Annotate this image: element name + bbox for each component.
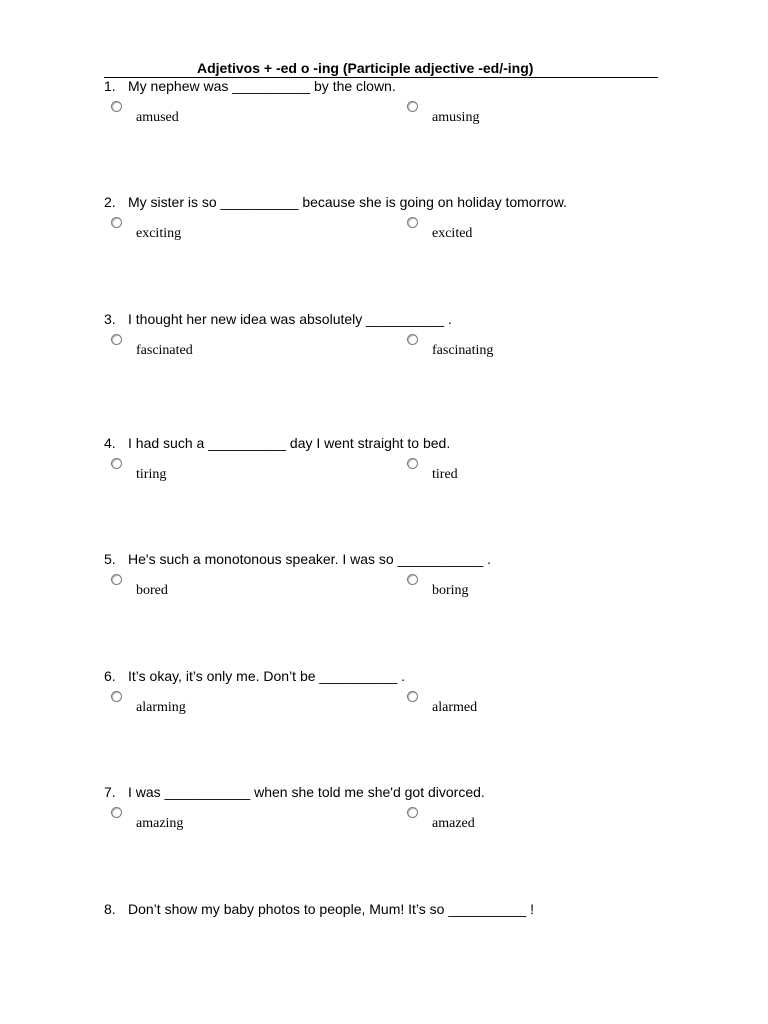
question-4 bbox=[104, 434, 704, 482]
worksheet-title: Adjetivos + -ed o -ing (Participle adjective -ed/-ing) bbox=[197, 60, 534, 76]
option-tired[interactable] bbox=[407, 458, 607, 488]
option-amazed[interactable] bbox=[407, 807, 607, 837]
option-label: fascinated bbox=[136, 343, 193, 358]
radio-button[interactable] bbox=[407, 574, 418, 585]
option-label: boring bbox=[432, 583, 469, 598]
question-2 bbox=[104, 193, 704, 241]
question-text: My sister is so __________ because she is going on holiday tomorrow. bbox=[128, 194, 567, 210]
option-label: exciting bbox=[136, 226, 182, 241]
option-boring[interactable] bbox=[407, 574, 607, 604]
option-label: excited bbox=[432, 226, 473, 241]
question-number: 1. bbox=[104, 78, 116, 94]
radio-button[interactable] bbox=[111, 217, 122, 228]
radio-button[interactable] bbox=[407, 691, 418, 702]
option-bored[interactable] bbox=[111, 574, 311, 604]
question-number: 2. bbox=[104, 194, 116, 210]
option-tiring[interactable] bbox=[111, 458, 311, 488]
radio-button[interactable] bbox=[407, 807, 418, 818]
option-fascinating[interactable] bbox=[407, 334, 607, 364]
question-number: 6. bbox=[104, 668, 116, 684]
question-6 bbox=[104, 667, 704, 715]
radio-button[interactable] bbox=[111, 807, 122, 818]
option-label: tired bbox=[432, 467, 458, 482]
option-amusing[interactable] bbox=[407, 101, 607, 131]
option-exciting[interactable] bbox=[111, 217, 311, 247]
question-text: I had such a __________ day I went straight to bed. bbox=[128, 435, 451, 451]
radio-button[interactable] bbox=[111, 101, 122, 112]
radio-button[interactable] bbox=[407, 217, 418, 228]
option-alarmed[interactable] bbox=[407, 691, 607, 721]
radio-button[interactable] bbox=[111, 574, 122, 585]
question-text: My nephew was __________ by the clown. bbox=[128, 78, 396, 94]
radio-button[interactable] bbox=[407, 101, 418, 112]
question-number: 7. bbox=[104, 784, 116, 800]
question-3 bbox=[104, 310, 704, 358]
option-label: bored bbox=[136, 583, 168, 598]
option-label: amazing bbox=[136, 816, 184, 831]
question-number: 3. bbox=[104, 311, 116, 327]
question-number: 4. bbox=[104, 435, 116, 451]
question-8 bbox=[104, 900, 704, 918]
option-label: amused bbox=[136, 110, 179, 125]
option-amused[interactable] bbox=[111, 101, 311, 131]
option-fascinated[interactable] bbox=[111, 334, 311, 364]
question-text: I thought her new idea was absolutely __________ . bbox=[128, 311, 452, 327]
radio-button[interactable] bbox=[111, 458, 122, 469]
question-text: He's such a monotonous speaker. I was so ___________ . bbox=[128, 551, 492, 567]
option-label: alarming bbox=[136, 700, 186, 715]
question-text: I was ___________ when she told me she'd got divorced. bbox=[128, 784, 485, 800]
option-amazing[interactable] bbox=[111, 807, 311, 837]
question-text: Don’t show my baby photos to people, Mum! It’s so __________ ! bbox=[128, 901, 534, 917]
radio-button[interactable] bbox=[111, 691, 122, 702]
option-label: tiring bbox=[136, 467, 167, 482]
option-label: amusing bbox=[432, 110, 480, 125]
radio-button[interactable] bbox=[111, 334, 122, 345]
question-text: It’s okay, it’s only me. Don’t be __________ . bbox=[128, 668, 406, 684]
option-alarming[interactable] bbox=[111, 691, 311, 721]
option-label: fascinating bbox=[432, 343, 494, 358]
question-number: 5. bbox=[104, 551, 116, 567]
question-1 bbox=[104, 77, 704, 125]
question-number: 8. bbox=[104, 901, 116, 917]
option-label: alarmed bbox=[432, 700, 478, 715]
radio-button[interactable] bbox=[407, 458, 418, 469]
radio-button[interactable] bbox=[407, 334, 418, 345]
question-5 bbox=[104, 550, 704, 598]
question-7 bbox=[104, 783, 704, 831]
option-excited[interactable] bbox=[407, 217, 607, 247]
option-label: amazed bbox=[432, 816, 475, 831]
